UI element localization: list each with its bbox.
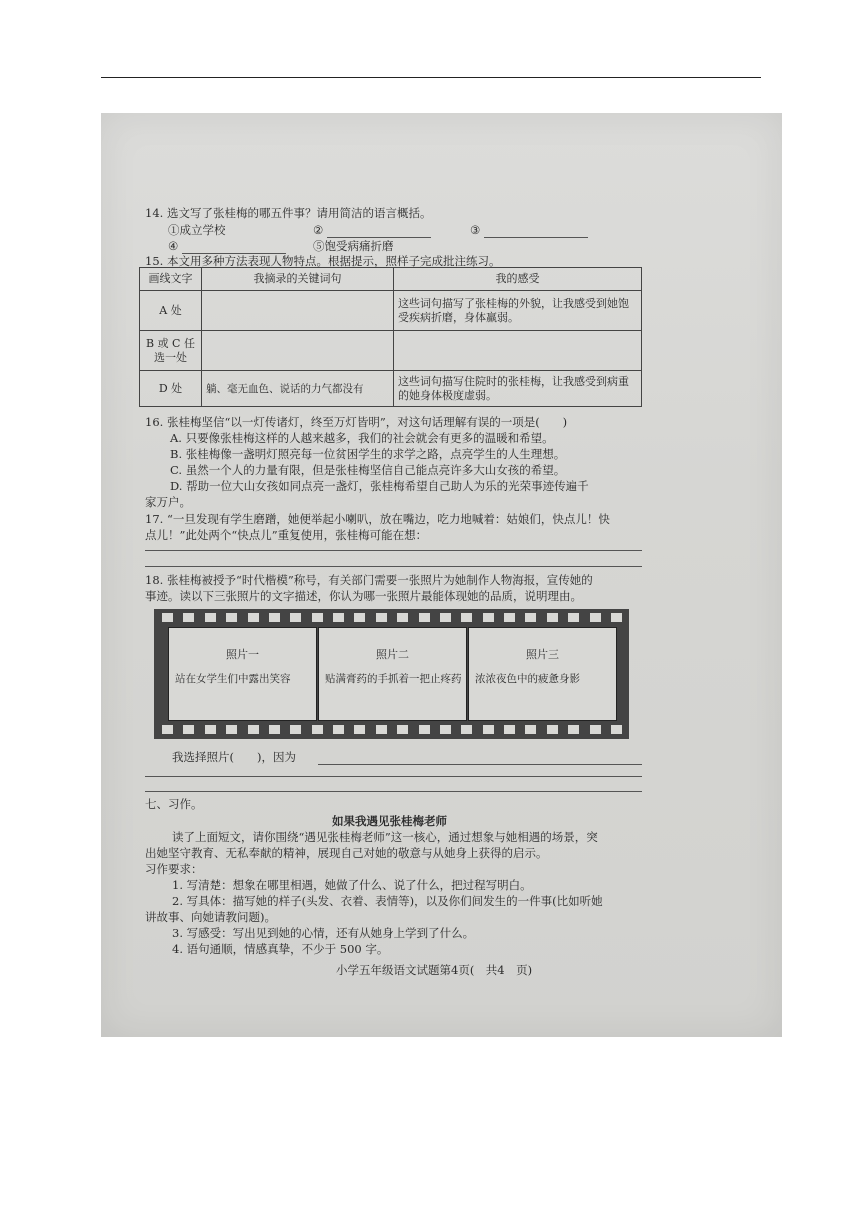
q18-answer-line[interactable] [145, 791, 642, 792]
header-cell: 我的感受 [394, 268, 642, 291]
q14-item-4: ④ [168, 239, 179, 253]
writing-requirement-2-cont: 讲故事、向她请教问题)。 [145, 910, 276, 924]
photo-frame-2[interactable] [318, 627, 467, 721]
writing-title: 如果我遇见张桂梅老师 [332, 814, 447, 828]
q18-choice: 我选择照片( )，因为 [172, 750, 296, 764]
q15-question: 15. 本文用多种方法表现人物特点。根据提示，照样子完成批注练习。 [145, 254, 501, 268]
row-label: B 或 C 任选一处 [140, 331, 202, 371]
feeling-cell[interactable] [394, 331, 642, 371]
q14-blank-2[interactable] [327, 237, 431, 238]
row-label: D 处 [140, 371, 202, 407]
q16-option-b[interactable]: B. 张桂梅像一盏明灯照亮每一位贫困学生的求学之路，点亮学生的人生理想。 [170, 447, 566, 461]
photo-frame-3[interactable] [468, 627, 617, 721]
q18-line-2: 事迹。读以下三张照片的文字描述，你认为哪一张照片最能体现她的品质，说明理由。 [145, 589, 582, 603]
q16-option-d[interactable]: D. 帮助一位大山女孩如同点亮一盏灯，张桂梅希望自己助人为乐的光荣事迹传遍千 [170, 479, 589, 493]
photo-title: 照片二 [376, 648, 409, 661]
table-row [140, 291, 642, 331]
q16-option-a[interactable]: A. 只要像张桂梅这样的人越来越多，我们的社会就会有更多的温暖和希望。 [170, 431, 554, 445]
q16-option-c[interactable]: C. 虽然一个人的力量有限，但是张桂梅坚信自己能点亮许多大山女孩的希望。 [170, 463, 566, 477]
q17-answer-line[interactable] [145, 566, 642, 567]
q16-question: 16. 张桂梅坚信“以一灯传诸灯，终至万灯皆明”，对这句话理解有误的一项是( ) [145, 415, 568, 429]
feeling-cell: 这些词句描写了张桂梅的外貌，让我感受到她饱受疾病折磨，身体羸弱。 [394, 291, 642, 331]
photo-title: 照片三 [526, 648, 559, 661]
writing-intro-2: 出她坚守教育、无私奉献的精神，展现自己对她的敬意与从她身上获得的启示。 [145, 846, 548, 860]
film-holes-top [162, 613, 622, 623]
writing-requirement-1: 1. 写清楚：想象在哪里相遇，她做了什么、说了什么，把过程写明白。 [172, 878, 532, 892]
phrase-cell[interactable] [201, 331, 393, 371]
q14-blank-3[interactable] [484, 237, 588, 238]
photo-title: 照片一 [226, 648, 259, 661]
q14-item-2: ② [313, 223, 324, 237]
writing-requirement-3: 3. 写感受：写出见到她的心情，还有从她身上学到了什么。 [172, 926, 475, 940]
q16-option-d-cont: 家万户。 [145, 495, 191, 509]
row-label: A 处 [140, 291, 202, 331]
phrase-cell: 躺、毫无血色、说话的力气都没有 [201, 371, 393, 407]
q17-answer-line[interactable] [145, 550, 642, 551]
q18-line-1: 18. 张桂梅被授予“时代楷模”称号，有关部门需要一张照片为她制作人物海报，宣传她的 [145, 573, 593, 587]
q17-line-2: 点儿！”此处两个“快点儿”重复使用，张桂梅可能在想： [145, 528, 428, 542]
q15-annotation-table [139, 267, 642, 407]
q18-answer-line[interactable] [145, 776, 642, 777]
table-header-row [140, 268, 642, 291]
q14-item-3: ③ [470, 223, 481, 237]
q17-line-1: 17. “一旦发现有学生磨蹭，她便举起小喇叭，放在嘴边，吃力地喊着：姑娘们，快点儿！快 [145, 512, 610, 526]
photo-desc: 贴满膏药的手抓着一把止疼药 [325, 673, 462, 685]
q18-answer-line[interactable] [318, 764, 642, 765]
writing-requirements-label: 习作要求： [145, 862, 203, 876]
photo-desc: 浓浓夜色中的疲惫身影 [475, 673, 580, 685]
phrase-cell[interactable] [201, 291, 393, 331]
film-strip [154, 609, 629, 739]
feeling-cell: 这些词句描写住院时的张桂梅，让我感受到病重的她身体极度虚弱。 [394, 371, 642, 407]
header-cell: 我摘录的关键词句 [201, 268, 393, 291]
photo-desc: 站在女学生们中露出笑容 [175, 673, 291, 685]
header-cell: 画线文字 [140, 268, 202, 291]
q14-item-5: ⑤饱受病痛折磨 [313, 239, 394, 253]
writing-requirement-2: 2. 写具体：描写她的样子(头发、衣着、表情等)，以及你们间发生的一件事(比如听她 [172, 894, 603, 908]
film-holes-bottom [162, 725, 622, 735]
page-footer: 小学五年级语文试题第4页( 共4 页) [336, 963, 533, 977]
writing-intro-1: 读了上面短文，请你围绕“遇见张桂梅老师”这一核心，通过想象与她相遇的场景，突 [172, 830, 598, 844]
header-rule [101, 77, 761, 78]
q14-question: 14. 选文写了张桂梅的哪五件事？请用简洁的语言概括。 [145, 206, 432, 220]
table-row [140, 371, 642, 407]
table-row [140, 331, 642, 371]
photo-frame-1[interactable] [168, 627, 317, 721]
writing-section-title: 七、习作。 [145, 797, 203, 811]
writing-requirement-4: 4. 语句通顺，情感真挚，不少于 500 字。 [172, 942, 389, 956]
q14-item-1: ①成立学校 [168, 223, 226, 237]
